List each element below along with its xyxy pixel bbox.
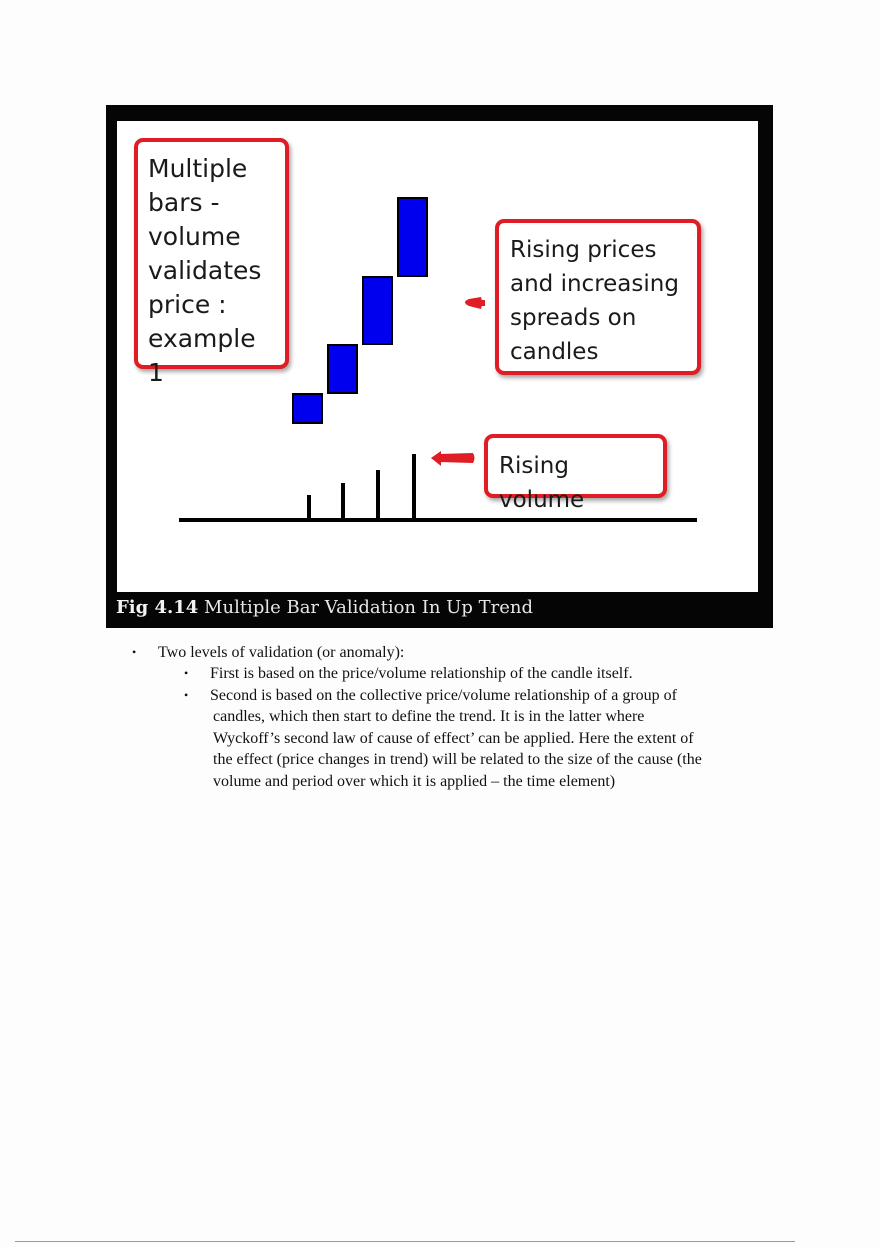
footer-divider (15, 1241, 795, 1242)
figure-title: Multiple Bar Validation In Up Trend (204, 597, 533, 618)
callout-right-line: and increasing (510, 271, 679, 297)
arrow-to-volume (431, 451, 475, 466)
slide-canvas (117, 121, 758, 592)
callout-left-line: Multiple (148, 154, 248, 183)
bullet-sub-1 (184, 663, 633, 685)
bullet-sub-2-line: Wyckoff’s second law of cause of effect’ can be applied. Here the extent of (213, 730, 694, 747)
callout-left-line: bars - (148, 188, 220, 217)
bullet-dot: • (132, 645, 137, 659)
bullet-level1 (132, 642, 405, 664)
candle-1 (293, 394, 322, 423)
bullet-sub-2 (184, 685, 677, 707)
figure-image (106, 105, 773, 628)
callout-right-line: Rising prices (510, 237, 657, 263)
bullet-sub-2-line: the effect (price changes in trend) will be related to the size of the cause (the (213, 751, 702, 768)
callout-right-line: candles (510, 339, 599, 365)
bullet-sub-2-line: candles, which then start to define the trend. It is in the latter where (213, 708, 645, 725)
callout-rising-volume (484, 434, 667, 513)
candle-4 (398, 198, 427, 276)
bullet-dot: • (184, 688, 189, 702)
callout-multiple-bars (134, 138, 289, 387)
arrow-to-prices (465, 297, 485, 309)
bullet-sub-2-line: Second is based on the collective price/volume relationship of a group of (210, 687, 677, 704)
figure-number: Fig 4.14 (116, 597, 199, 618)
callout-volume-text: Rising volume (499, 453, 585, 513)
callout-left-line: validates (148, 256, 262, 285)
candle-2 (328, 345, 357, 393)
callout-left-line: volume (148, 222, 241, 251)
bullet-sub-2-line: volume and period over which it is applied – the time element) (213, 773, 616, 790)
candle-3 (363, 277, 392, 344)
bullet-dot: • (184, 666, 189, 680)
figure-caption (116, 597, 533, 618)
callout-right-line: spreads on (510, 305, 637, 331)
callout-rising-prices (495, 219, 701, 375)
bullet-level1-text: Two levels of validation (or anomaly): (158, 644, 405, 661)
bullet-sub-1-text: First is based on the price/volume relationship of the candle itself. (210, 665, 633, 682)
callout-left-line: example 1 (148, 324, 256, 387)
callout-left-line: price : (148, 290, 227, 319)
